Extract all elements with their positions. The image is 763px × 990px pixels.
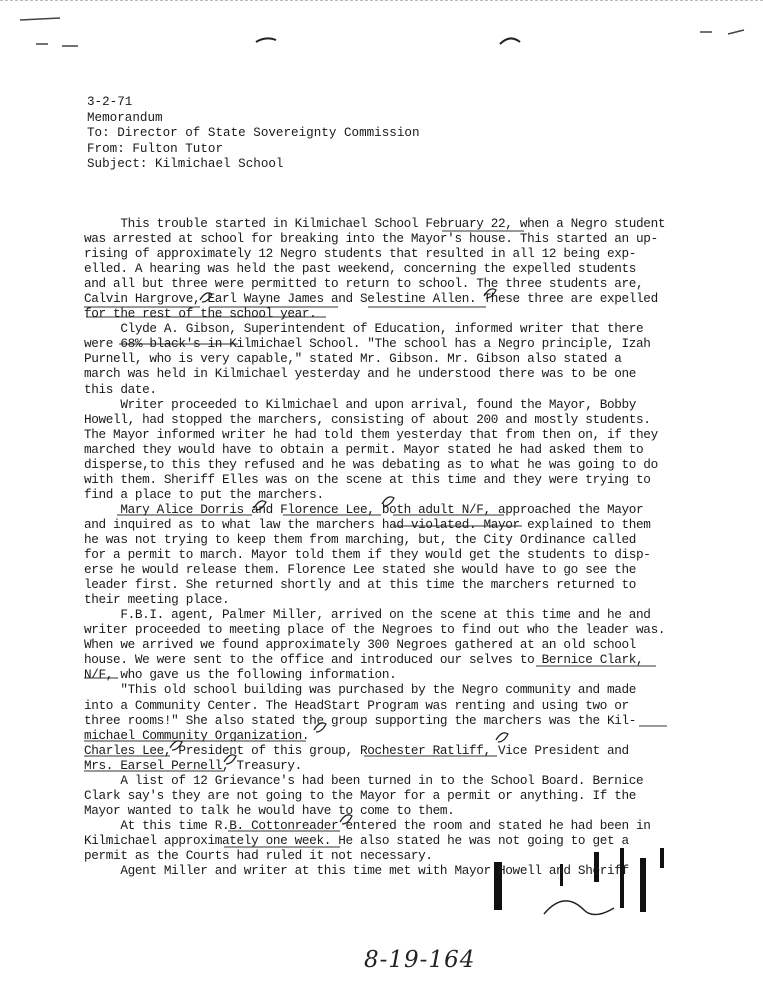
body-line: Writer proceeded to Kilmichael and upon arrival, found the Mayor, Bobby — [84, 396, 637, 412]
body-line: Mrs. Earsel Pernell, Treasury. — [84, 757, 302, 773]
body-line: house. We were sent to the office and introduced our selves to Bernice Clark, — [84, 652, 644, 668]
body-line: Mary Alice Dorris and Florence Lee, both adult N/F, approached the Mayor — [84, 501, 644, 517]
body-line: Charles Lee, President of this group, Rochester Ratliff, Vice President and — [84, 742, 629, 758]
body-line: Clyde A. Gibson, Superintendent of Education, informed writer that there — [84, 321, 644, 337]
body-line: this date. — [84, 381, 157, 397]
body-line: into a Community Center. The HeadStart Program was renting and using two or — [84, 697, 629, 713]
body-line: When we arrived we found approximately 300 Negroes gathered at an old school — [84, 637, 637, 653]
body-line: Purnell, who is very capable," stated Mr. Gibson. Mr. Gibson also stated a — [84, 351, 622, 367]
body-line: leader first. She returned shortly and at this time the marchers returned to — [84, 577, 637, 593]
body-line: Howell, had stopped the marchers, consisting of about 200 and mostly students. — [84, 411, 651, 427]
body-line: writer proceeded to meeting place of the Negroes to find out who the leader was. — [84, 622, 666, 638]
memo-subject: Subject: Kilmichael School — [87, 157, 284, 171]
body-line: Agent Miller and writer at this time met with Mayor Howell and Sheriff — [84, 863, 629, 879]
body-line: Kilmichael approximately one week. He also stated he was not going to get a — [84, 832, 629, 848]
body-line: rising of approximately 12 Negro students that resulted in all 12 being exp- — [84, 246, 637, 262]
body-line: At this time R.B. Cottonreader entered the room and stated he had been in — [84, 817, 651, 833]
memo-to: To: Director of State Sovereignty Commission — [87, 126, 420, 140]
memo-date: 3-2-71 — [87, 95, 133, 109]
body-line: Clark say's they are not going to the Mayor for a permit or anything. If the — [84, 787, 637, 803]
body-line: N/F, who gave us the following information. — [84, 667, 397, 683]
body-line: he was not trying to keep them from marching, but, the City Ordinance called — [84, 531, 637, 547]
body-line: their meeting place. — [84, 592, 230, 608]
body-line: This trouble started in Kilmichael School February 22, when a Negro student — [84, 216, 666, 231]
body-line: A list of 12 Grievance's had been turned in to the School Board. Bernice — [84, 772, 644, 788]
body-line: elled. A hearing was held the past weekend, concerning the expelled students — [84, 261, 637, 277]
body-line: and all but three were permitted to return to school. The three students are, — [84, 276, 644, 292]
body-line: was arrested at school for breaking into the Mayor's house. This started an up- — [84, 231, 658, 247]
body-line: find a place to put the marchers. — [84, 486, 324, 502]
body-line: three rooms!" She also stated the group supporting the marchers was the Kil- — [84, 712, 637, 728]
body-line: marched they would have to obtain a permit. Mayor stated he had asked them to — [84, 441, 644, 457]
body-line: with them. Sheriff Elles was on the scene at this time and they were trying to — [84, 471, 651, 487]
body-line: march was held in Kilmichael yesterday and he understood there was to be one — [84, 366, 637, 382]
body-line: and inquired as to what law the marchers had violated. Mayor explained to them — [84, 516, 651, 532]
body-line: The Mayor informed writer he had told them yesterday that from then on, if they — [84, 426, 658, 442]
body-line: disperse,to this they refused and he was debating as to what he was going to do — [84, 456, 658, 472]
body-line: michael Community Organization. — [84, 727, 310, 743]
body-line: permit as the Courts had ruled it not necessary. — [84, 847, 433, 863]
memo-from: From: Fulton Tutor — [87, 141, 224, 156]
body-line: were 68% black's in Kilmichael School. "The school has a Negro principle, Izah — [84, 336, 651, 352]
handwritten-file-number: 8-19-164 — [364, 947, 476, 973]
body-line: for the rest of the school year. — [84, 306, 317, 322]
body-line: erse he would release them. Florence Lee stated she would have to go see the — [84, 562, 637, 578]
memo-header — [87, 95, 420, 173]
body-line: F.B.I. agent, Palmer Miller, arrived on the scene at this time and he and — [84, 607, 651, 623]
memo-body — [84, 216, 688, 878]
body-line: Calvin Hargrove, Earl Wayne James and Selestine Allen. These three are expelled — [84, 291, 658, 307]
body-line: "This old school building was purchased by the Negro community and made — [84, 682, 637, 698]
body-line: Mayor wanted to talk he would have to come to them. — [84, 802, 455, 818]
body-line: for a permit to march. Mayor told them if they would get the students to disp- — [84, 547, 651, 563]
memo-type: Memorandum — [87, 110, 163, 125]
